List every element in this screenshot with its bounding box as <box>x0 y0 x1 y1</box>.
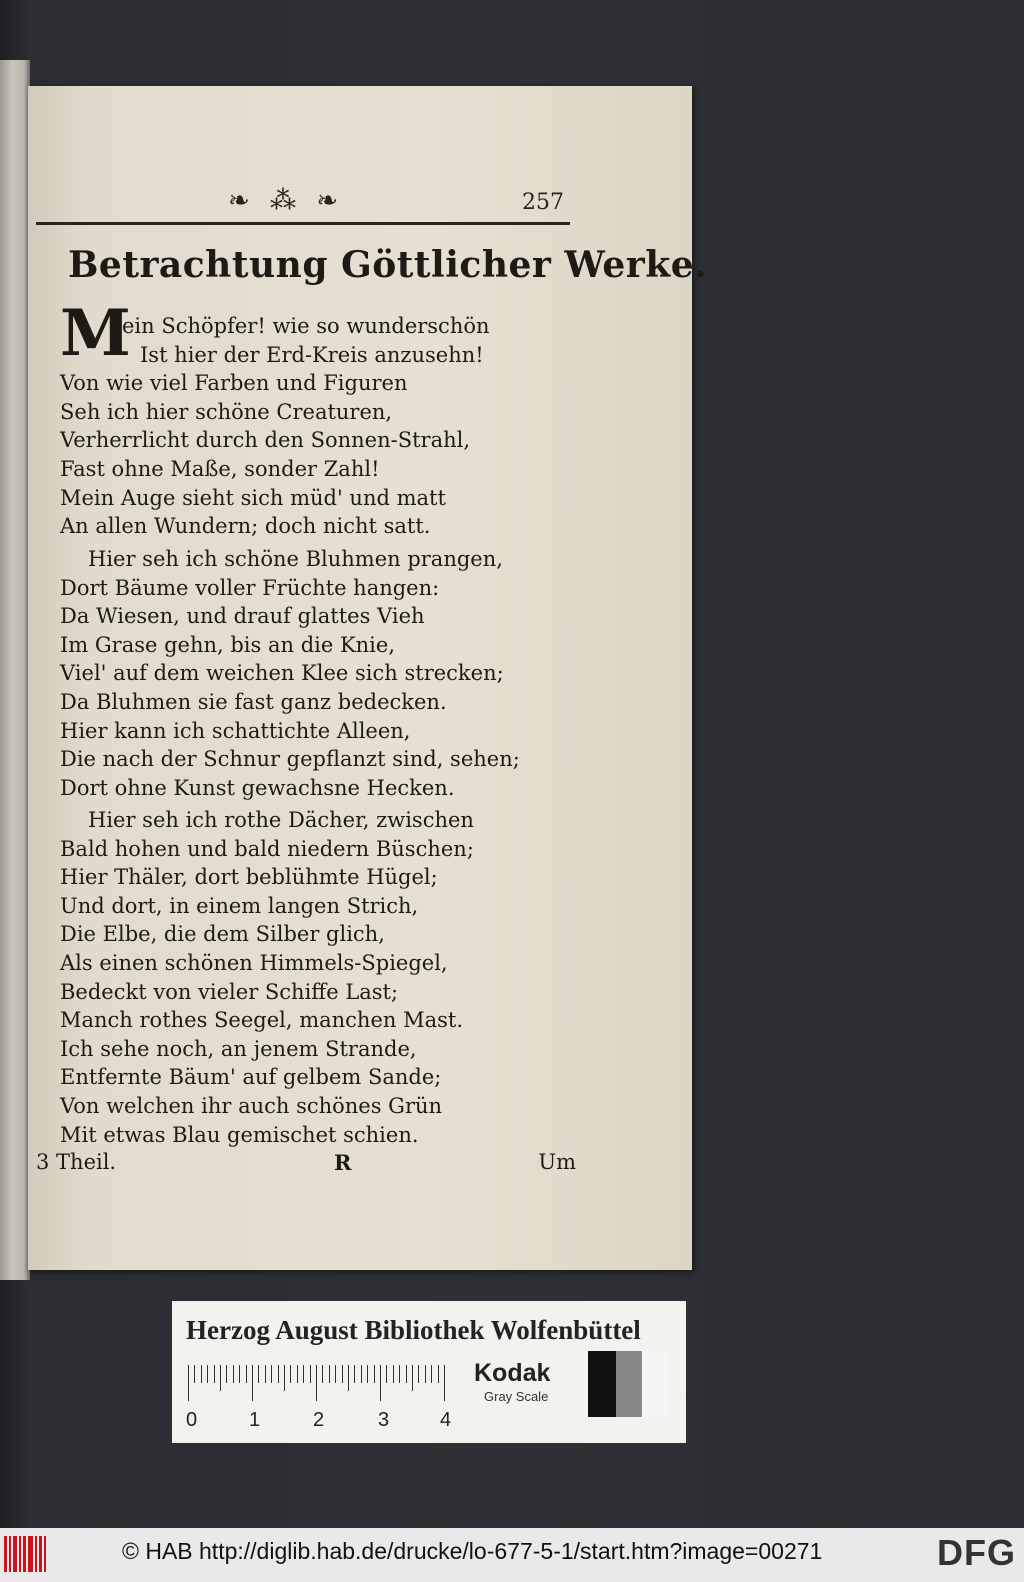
ruler-tick <box>322 1365 323 1383</box>
catchword: Um <box>538 1150 576 1174</box>
ruler-tick <box>399 1365 400 1383</box>
signature-mark: R <box>334 1150 352 1175</box>
verse-line: Ist hier der Erd-Kreis anzusehn! <box>140 342 484 367</box>
verse-line: Im Grase gehn, bis an die Knie, <box>60 632 395 657</box>
ruler-tick <box>335 1365 336 1383</box>
verse-line: Hier seh ich schöne Bluhmen prangen, <box>88 547 503 571</box>
ruler-tick <box>201 1365 202 1383</box>
verse-line: Mit etwas Blau gemischet schien. <box>60 1122 419 1147</box>
dfg-logo: DFG <box>937 1532 1016 1573</box>
ruler-tick <box>246 1365 247 1383</box>
ruler-tick <box>214 1365 215 1383</box>
verse-line: Die Elbe, die dem Silber glich, <box>60 922 385 947</box>
previous-page-edge <box>0 60 30 1280</box>
verse-line: Da Wiesen, und drauf glattes Vieh <box>60 604 425 629</box>
gray-patch <box>642 1351 668 1417</box>
copyright-link[interactable]: © HAB http://diglib.hab.de/drucke/lo-677-5-1/start.htm?image=00271 <box>122 1538 823 1564</box>
ruler-tick <box>425 1365 426 1383</box>
signature-note: 3 Theil. <box>36 1150 117 1174</box>
page-footer <box>36 1150 576 1180</box>
ruler-number: 0 <box>186 1409 198 1431</box>
verse-line: Da Bluhmen sie fast ganz bedecken. <box>60 689 447 714</box>
verse-line: Bald hohen und bald niedern Büschen; <box>60 836 474 861</box>
ruler-tick <box>431 1365 432 1383</box>
library-name: Herzog August Bibliothek Wolfenbüttel <box>186 1315 641 1345</box>
ruler-tick <box>258 1365 259 1383</box>
verse-line: Dort Bäume voller Früchte hangen: <box>60 575 440 600</box>
verse-line: Und dort, in einem langen Strich, <box>60 893 419 918</box>
ruler-tick <box>342 1365 343 1383</box>
header-rule <box>36 222 570 225</box>
verse-line: Seh ich hier schöne Creaturen, <box>60 399 393 424</box>
ruler-tick <box>303 1365 304 1383</box>
verse-line: Die nach der Schnur gepflanzt sind, sehen; <box>60 747 520 772</box>
ruler-number: 2 <box>313 1409 325 1431</box>
ruler-tick <box>188 1365 189 1401</box>
library-color-card <box>172 1301 686 1443</box>
verse-line: Hier Thäler, dort beblühmte Hügel; <box>60 865 438 890</box>
gray-patch <box>616 1351 642 1417</box>
ruler-tick <box>207 1365 208 1383</box>
ruler-tick <box>284 1365 285 1391</box>
drop-capital: M <box>60 296 131 371</box>
ruler-tick <box>290 1365 291 1383</box>
ruler-tick <box>354 1365 355 1383</box>
ruler-tick <box>348 1365 349 1391</box>
verse-line: Als einen schönen Himmels-Spiegel, <box>60 950 448 975</box>
stanza-2 <box>60 545 520 802</box>
ruler-tick <box>412 1365 413 1391</box>
verse-line: Ich sehe noch, an jenem Strande, <box>60 1036 417 1061</box>
ruler-tick <box>239 1365 240 1383</box>
verse-line: Dort ohne Kunst gewachsne Hecken. <box>60 775 455 800</box>
verse-line: An allen Wundern; doch nicht satt. <box>60 514 431 539</box>
ruler-tick <box>310 1365 311 1383</box>
ruler-tick <box>444 1365 445 1401</box>
header-ornament: ❧ ⁂ ❧ <box>228 186 345 216</box>
ruler-tick <box>367 1365 368 1383</box>
ruler-number: 3 <box>378 1409 390 1431</box>
ruler-tick <box>418 1365 419 1383</box>
verse-line: Viel' auf dem weichen Klee sich strecken; <box>60 661 504 686</box>
page-number: 257 <box>522 190 564 215</box>
verse-line: Entfernte Bäum' auf gelbem Sande; <box>60 1065 442 1090</box>
ruler-tick <box>316 1365 317 1401</box>
gray-patches <box>588 1351 668 1417</box>
verse-line: Von welchen ihr auch schönes Grün <box>60 1093 443 1118</box>
ruler-number: 1 <box>249 1409 261 1431</box>
ruler-tick <box>271 1365 272 1383</box>
ruler-tick <box>278 1365 279 1383</box>
ruler-tick <box>329 1365 330 1383</box>
ruler-tick <box>220 1365 221 1391</box>
kodak-brand: Kodak <box>474 1359 551 1387</box>
poem-title: Betrachtung Göttlicher Werke. <box>68 244 708 286</box>
stanza-1 <box>60 312 490 541</box>
ruler-tick <box>265 1365 266 1383</box>
ruler-tick <box>194 1365 195 1383</box>
ruler-tick <box>374 1365 375 1383</box>
ruler-tick <box>297 1365 298 1383</box>
ruler-tick <box>233 1365 234 1383</box>
gray-patch <box>588 1351 616 1417</box>
ruler-tick <box>438 1365 439 1383</box>
verse-line: Fast ohne Maße, sonder Zahl! <box>60 456 380 481</box>
verse-line: Bedeckt von vieler Schiffe Last; <box>60 979 399 1004</box>
scale-ruler <box>188 1365 452 1405</box>
ruler-tick <box>406 1365 407 1383</box>
verse-line: Mein Auge sieht sich müd' und matt <box>60 485 446 510</box>
viewer-footer <box>0 1528 1024 1582</box>
ruler-tick <box>393 1365 394 1383</box>
barcode-icon <box>4 1536 48 1572</box>
verse-line: ein Schöpfer! wie so wunderschön <box>122 314 490 338</box>
verse-line: Verherrlicht durch den Sonnen-Strahl, <box>60 428 471 453</box>
verse-line: Hier kann ich schattichte Alleen, <box>60 718 411 743</box>
gray-scale-label: Gray Scale <box>484 1389 549 1404</box>
ruler-number: 4 <box>440 1409 452 1431</box>
stanza-3 <box>60 806 474 1149</box>
ruler-tick <box>226 1365 227 1383</box>
ruler-tick <box>361 1365 362 1383</box>
ruler-tick <box>252 1365 253 1401</box>
ruler-tick <box>386 1365 387 1383</box>
verse-line: Manch rothes Seegel, manchen Mast. <box>60 1008 463 1033</box>
verse-line: Hier seh ich rothe Dächer, zwischen <box>88 808 474 832</box>
verse-line: Von wie viel Farben und Figuren <box>60 371 408 396</box>
ruler-tick <box>380 1365 381 1401</box>
